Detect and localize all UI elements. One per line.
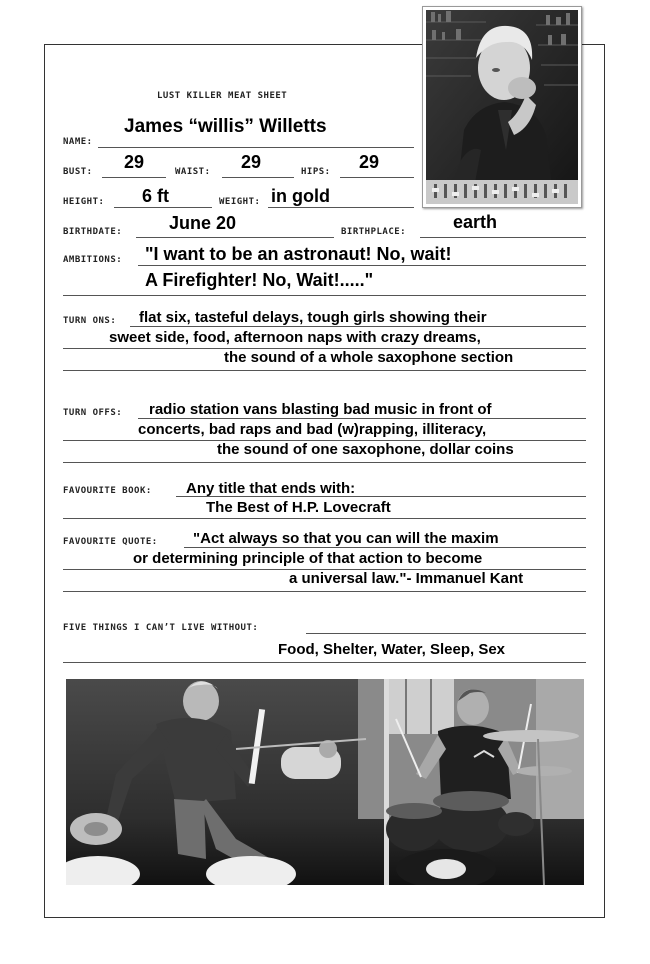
favourite-quote-value-2: or determining principle of that action to become [133,550,483,567]
hips-value: 29 [359,152,380,172]
birthplace-value: earth [453,212,498,232]
name-line [98,147,414,148]
waist-line [222,177,294,178]
turn-ons-value-3: the sound of a whole saxophone section [224,349,514,366]
hips-line [340,177,414,178]
turn-ons-line-3 [63,370,586,371]
band-photo-image [66,679,584,885]
five-things-label: FIVE THINGS I CAN’T LIVE WITHOUT: [63,623,259,633]
waist-value: 29 [241,152,262,172]
ambitions-label: AMBITIONS: [63,255,123,265]
ambitions-line-2 [63,295,586,296]
sheet-heading: LUST KILLER MEAT SHEET [157,91,288,101]
favourite-book-value-1: Any title that ends with: [186,480,356,497]
turn-offs-line-1 [138,418,586,419]
band-photo [66,679,584,885]
favourite-book-label: FAVOURITE BOOK: [63,486,152,496]
birthplace-line [420,237,586,238]
portrait-photo [422,6,582,208]
name-value: James “willis” Willetts [124,116,327,137]
birthdate-value: June 20 [169,213,237,233]
favourite-quote-line-1 [184,547,586,548]
weight-value: in gold [271,186,330,206]
height-value: 6 ft [142,186,169,206]
favourite-book-value-2: The Best of H.P. Lovecraft [206,499,391,516]
turn-offs-label: TURN OFFS: [63,408,123,418]
ambitions-value-2: A Firefighter! No, Wait!....." [145,270,374,290]
ambitions-value-1: "I want to be an astronaut! No, wait! [145,244,452,264]
turn-offs-value-1: radio station vans blasting bad music in front of [149,401,492,418]
turn-ons-line-1 [130,326,586,327]
portrait-photo-image [426,10,578,204]
hips-label: HIPS: [301,167,331,177]
bust-label: BUST: [63,167,93,177]
birthplace-label: BIRTHPLACE: [341,227,407,237]
weight-label: WEIGHT: [219,197,261,207]
height-label: HEIGHT: [63,197,105,207]
favourite-quote-label: FAVOURITE QUOTE: [63,537,158,547]
favourite-quote-value-1: "Act always so that you can will the maxim [193,530,499,547]
turn-ons-value-1: flat six, tasteful delays, tough girls showing their [139,309,487,326]
turn-offs-value-2: concerts, bad raps and bad (w)rapping, illiteracy, [138,421,487,438]
height-line [114,207,212,208]
bust-line [102,177,166,178]
weight-line [268,207,414,208]
five-things-line-2 [63,662,586,663]
birthdate-line [136,237,334,238]
name-label: NAME: [63,137,93,147]
favourite-quote-value-3: a universal law."- Immanuel Kant [289,570,524,587]
ambitions-line-1 [138,265,586,266]
turn-offs-value-3: the sound of one saxophone, dollar coins [217,441,514,458]
five-things-line-1 [306,633,586,634]
turn-offs-line-3 [63,462,586,463]
favourite-quote-line-3 [63,591,586,592]
favourite-book-line-2 [63,518,586,519]
bust-value: 29 [124,152,145,172]
birthdate-label: BIRTHDATE: [63,227,123,237]
five-things-value: Food, Shelter, Water, Sleep, Sex [278,641,506,658]
waist-label: WAIST: [175,167,211,177]
turn-ons-label: TURN ONS: [63,316,117,326]
turn-ons-value-2: sweet side, food, afternoon naps with crazy dreams, [109,329,481,346]
